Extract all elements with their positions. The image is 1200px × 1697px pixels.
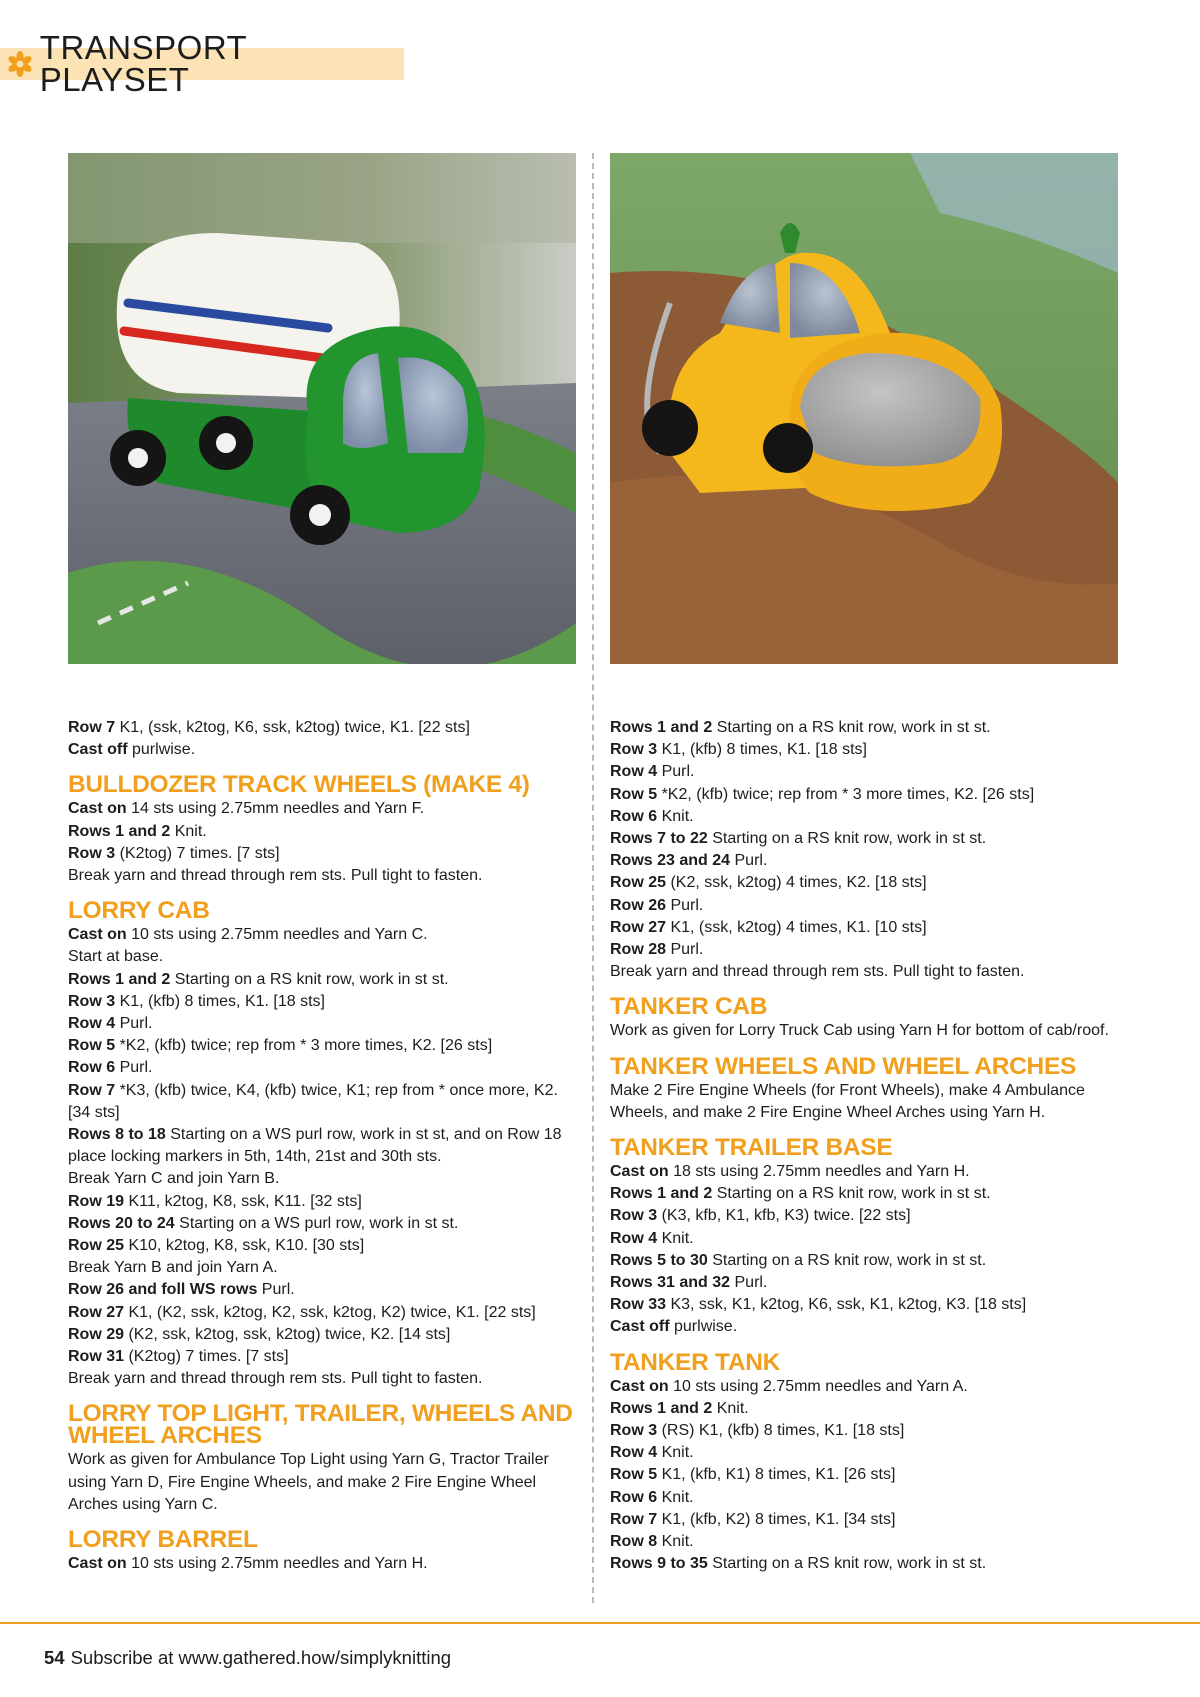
pattern-line [610,1553,1130,1575]
row-instruction: Make 2 Fire Engine Wheels (for Front Wheels), make 4 Ambulance Wheels, and make 2 Fire Engine Wheel Arches using Yarn H. [610,1081,1085,1121]
pattern-line [68,1235,578,1257]
page-number: 54 [44,1647,65,1668]
pattern-line [610,1272,1130,1294]
row-instruction: Purl. [115,1015,153,1033]
row-label: Row 6 [68,1059,116,1077]
row-label: Row 4 [68,1015,116,1033]
row-instruction: Starting on a RS knit row, work in st st. [707,1251,987,1269]
section-heading: TANKER WHEELS AND WHEEL ARCHES [610,1052,1077,1080]
row-instruction: Starting on a WS purl row, work in st st, and on Row 18 place locking markers in 5th, 14th, 21st and 30th sts. [68,1126,562,1166]
row-instruction: Break Yarn B and join Yarn A. [68,1259,278,1277]
pattern-line [68,1324,578,1346]
pattern-line [68,843,578,865]
row-label: Row 25 [68,1237,125,1255]
row-instruction: Break Yarn C and join Yarn B. [68,1170,280,1188]
row-instruction: Knit. [657,1444,694,1462]
row-instruction: Starting on a RS knit row, work in st st. [712,719,991,736]
row-label: Cast on [68,800,127,818]
pattern-line [610,1161,1130,1183]
pattern-line [68,1279,578,1301]
row-label: Row 7 [610,1510,658,1528]
row-instruction: 18 sts using 2.75mm needles and Yarn H. [668,1163,970,1181]
row-instruction: Purl. [666,896,704,914]
row-instruction: *K2, (kfb) twice; rep from * 3 more times, K2. [26 sts] [115,1037,493,1055]
row-label: Rows 1 and 2 [610,1185,713,1203]
column-divider [592,153,594,1603]
row-label: Rows 9 to 35 [610,1555,708,1573]
pattern-line [68,1368,578,1390]
row-instruction: K1, (K2, ssk, k2tog, K2, ssk, k2tog, K2) twice, K1. [22 sts] [124,1303,536,1321]
pattern-line [68,1013,578,1035]
row-instruction: Purl. [657,763,695,781]
pattern-line [610,1376,1130,1398]
pattern-line [610,1183,1130,1205]
section-heading: BULLDOZER TRACK WHEELS (MAKE 4) [68,771,530,799]
row-instruction: Start at base. [68,948,164,966]
page-header [0,29,404,98]
row-instruction: K1, (kfb, K1) 8 times, K1. [26 sts] [657,1466,896,1484]
pattern-line [610,917,1130,939]
row-instruction: purlwise. [669,1318,738,1336]
section-heading: LORRY CAB [68,897,210,925]
subscribe-link[interactable]: Subscribe at www.gathered.how/simplyknitting [70,1647,452,1668]
pattern-line [610,784,1130,806]
pattern-line [68,946,578,968]
pattern-line [610,1020,1130,1042]
pattern-line [610,961,1130,983]
row-instruction: 14 sts using 2.75mm needles and Yarn F. [126,800,425,818]
section-heading: TANKER CAB [610,993,768,1021]
pattern-line [610,761,1130,783]
row-label: Cast on [68,1555,127,1573]
row-instruction: (RS) K1, (kfb) 8 times, K1. [18 sts] [657,1422,905,1440]
pattern-line [610,1398,1130,1420]
row-label: Row 5 [610,785,658,803]
pattern-line [610,1316,1130,1338]
row-instruction: Purl. [730,852,768,870]
row-label: Rows 23 and 24 [610,852,731,870]
pattern-line [610,1420,1130,1442]
row-instruction: K1, (ssk, k2tog, K6, ssk, k2tog) twice, K1. [22 sts] [115,719,470,736]
row-instruction: Purl. [730,1274,768,1292]
pattern-line [68,1080,578,1124]
row-instruction: Work as given for Lorry Truck Cab using Yarn H for bottom of cab/roof. [610,1022,1109,1040]
pattern-line [610,1228,1130,1250]
row-label: Cast on [610,1163,669,1181]
row-label: Row 3 [610,1207,658,1225]
pattern-line [610,828,1130,850]
pattern-line [68,1057,578,1079]
row-instruction: (K2, ssk, k2tog, ssk, k2tog) twice, K2. [14 sts] [124,1325,451,1343]
pattern-line [610,739,1130,761]
row-instruction: Starting on a WS purl row, work in st st. [174,1214,459,1232]
row-label: Rows 7 to 22 [610,830,708,848]
row-instruction: Starting on a RS knit row, work in st st. [170,970,449,988]
row-instruction: Purl. [115,1059,153,1077]
row-label: Row 7 [68,719,116,736]
row-label: Rows 20 to 24 [68,1214,175,1232]
row-instruction: Knit. [657,807,694,825]
row-label: Rows 8 to 18 [68,1126,166,1144]
right-text-column [610,717,1130,1576]
pattern-line [68,969,578,991]
pattern-line [610,939,1130,961]
row-instruction: Starting on a RS knit row, work in st st. [707,1555,987,1573]
row-label: Row 19 [68,1192,125,1210]
pattern-line [68,1302,578,1324]
row-instruction: Starting on a RS knit row, work in st st. [712,1185,991,1203]
pattern-line [68,1346,578,1368]
row-instruction: (K2tog) 7 times. [7 sts] [115,844,280,862]
row-label: Rows 1 and 2 [610,1399,713,1417]
pattern-line [68,821,578,843]
row-instruction: Purl. [666,941,704,959]
row-label: Rows 31 and 32 [610,1274,731,1292]
row-label: Row 26 [610,896,667,914]
row-instruction: Knit. [657,1533,694,1551]
row-instruction: (K2tog) 7 times. [7 sts] [124,1348,289,1366]
row-label: Cast off [68,741,128,759]
row-label: Row 3 [68,992,116,1010]
row-instruction: *K2, (kfb) twice; rep from * 3 more times, K2. [26 sts] [657,785,1035,803]
pattern-line [68,1124,578,1168]
pattern-line [610,850,1130,872]
pattern-line [610,1464,1130,1486]
row-label: Row 5 [68,1037,116,1055]
pattern-line [68,1168,578,1190]
photo-knitted-tanker [610,153,1118,664]
pattern-line [610,872,1130,894]
row-instruction: K11, k2tog, K8, ssk, K11. [32 sts] [124,1192,362,1210]
row-label: Row 7 [68,1081,116,1099]
pattern-line [610,806,1130,828]
row-label: Row 4 [610,763,658,781]
pattern-line [610,895,1130,917]
row-instruction: Break yarn and thread through rem sts. Pull tight to fasten. [610,963,1025,981]
pattern-line [610,1531,1130,1553]
footer-rule [0,1622,1200,1624]
page-title: TRANSPORT PLAYSET [39,29,247,98]
row-instruction: Break yarn and thread through rem sts. Pull tight to fasten. [68,867,483,885]
row-label: Row 5 [610,1466,658,1484]
row-instruction: (K2, ssk, k2tog) 4 times, K2. [18 sts] [666,874,927,892]
section-heading: TANKER TRAILER BASE [610,1134,893,1162]
row-instruction: K1, (kfb) 8 times, K1. [18 sts] [115,992,325,1010]
page-footer [44,1647,451,1669]
row-instruction: Knit. [170,822,207,840]
flower-icon [0,48,40,80]
row-instruction: K1, (ssk, k2tog) 4 times, K1. [10 sts] [666,918,927,936]
row-label: Row 6 [610,1488,658,1506]
row-label: Cast on [610,1377,669,1395]
row-instruction: Knit. [657,1488,694,1506]
row-instruction: Knit. [657,1229,694,1247]
row-instruction: Work as given for Ambulance Top Light using Yarn G, Tractor Trailer using Yarn D, Fire Engine Wheels, and make 2 Fire Engine Wheel Arches using Yarn C. [68,1451,549,1513]
row-label: Rows 1 and 2 [610,719,713,736]
pattern-line [68,798,578,820]
pattern-line [610,717,1130,739]
row-label: Row 8 [610,1533,658,1551]
pattern-line [68,717,578,739]
pattern-line [68,1449,578,1516]
row-label: Row 6 [610,807,658,825]
row-instruction: *K3, (kfb) twice, K4, (kfb) twice, K1; rep from * once more, K2. [34 sts] [68,1081,558,1121]
photo-knitted-lorry [68,153,576,664]
pattern-line [68,865,578,887]
row-label: Row 4 [610,1229,658,1247]
pattern-line [610,1487,1130,1509]
row-label: Row 31 [68,1348,125,1366]
pattern-line [68,991,578,1013]
section-heading: LORRY TOP LIGHT, TRAILER, WHEELS AND WHEEL ARCHES [68,1400,573,1450]
row-instruction: K10, k2tog, K8, ssk, K10. [30 sts] [124,1237,365,1255]
pattern-line [610,1509,1130,1531]
row-instruction: K3, ssk, K1, k2tog, K6, ssk, K1, k2tog, K3. [18 sts] [666,1296,1027,1314]
row-label: Row 27 [68,1303,125,1321]
row-instruction: 10 sts using 2.75mm needles and Yarn A. [668,1377,968,1395]
pattern-line [68,739,578,761]
pattern-line [610,1080,1130,1124]
pattern-line [68,1213,578,1235]
row-label: Cast off [610,1318,670,1336]
row-instruction: (K3, kfb, K1, kfb, K3) twice. [22 sts] [657,1207,911,1225]
row-instruction: Starting on a RS knit row, work in st st. [707,830,987,848]
row-label: Row 28 [610,941,667,959]
pattern-line [610,1250,1130,1272]
row-instruction: 10 sts using 2.75mm needles and Yarn H. [126,1555,428,1573]
pattern-line [68,1257,578,1279]
row-label: Row 26 and foll WS rows [68,1281,258,1299]
pattern-line [610,1442,1130,1464]
row-label: Rows 5 to 30 [610,1251,708,1269]
row-label: Row 3 [68,844,116,862]
pattern-line [68,1035,578,1057]
row-instruction: Purl. [257,1281,295,1299]
row-label: Row 3 [610,1422,658,1440]
row-instruction: Knit. [712,1399,749,1417]
row-label: Rows 1 and 2 [68,970,171,988]
row-instruction: K1, (kfb) 8 times, K1. [18 sts] [657,741,867,759]
section-heading: TANKER TANK [610,1348,780,1376]
pattern-line [610,1294,1130,1316]
pattern-line [68,1191,578,1213]
left-text-column [68,717,578,1575]
row-instruction: 10 sts using 2.75mm needles and Yarn C. [126,926,428,944]
row-label: Cast on [68,926,127,944]
section-heading: LORRY BARREL [68,1526,258,1554]
row-instruction: Break yarn and thread through rem sts. Pull tight to fasten. [68,1370,483,1388]
row-label: Row 4 [610,1444,658,1462]
pattern-line [68,924,578,946]
row-label: Row 3 [610,741,658,759]
row-label: Row 33 [610,1296,667,1314]
row-label: Row 25 [610,874,667,892]
pattern-line [68,1553,578,1575]
row-label: Row 27 [610,918,667,936]
row-label: Row 29 [68,1325,125,1343]
row-instruction: purlwise. [127,741,196,759]
pattern-line [610,1205,1130,1227]
row-label: Rows 1 and 2 [68,822,171,840]
row-instruction: K1, (kfb, K2) 8 times, K1. [34 sts] [657,1510,896,1528]
